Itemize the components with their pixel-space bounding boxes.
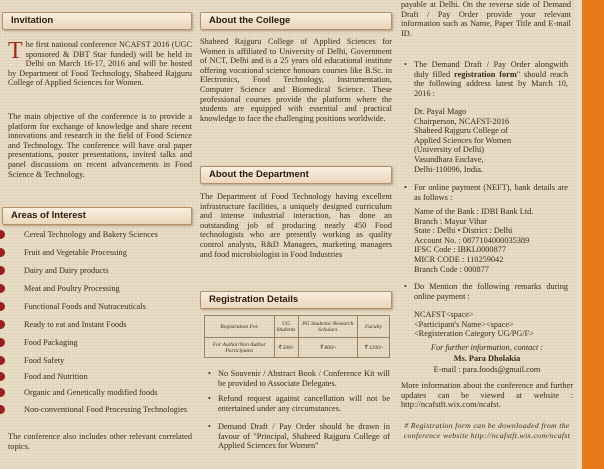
payment-remark: NCAFST<space> <Participant's Name><space> <Registeration Category UG/PG/F>	[414, 310, 534, 339]
table-cell: For Author/Non Author Participants	[205, 338, 275, 358]
table-row	[205, 338, 390, 358]
table-cell: ₹ 500/-	[274, 338, 298, 358]
more-info-text: More information about the conference and further updates can be viewed at website : http://ncafstft.wix.com/ncafst.	[401, 381, 573, 410]
bullet-dot-icon	[0, 372, 5, 381]
contact-name: Ms. Para Dholakia	[453, 354, 521, 363]
neft-intro: • For online payment (NEFT), bank details are as follows :	[404, 183, 568, 202]
college-text: Shaheed Rajguru College of Applied Sciences for Women is affiliated to University of Delhi, Government of NCT, Delhi and is a 25 years old educational institute offering vocational science honours courses like B.Sc. in Electronics, Food Technology, Instrumentation, Computer Science and Biomedical Science. These professional courses provide the platform where the students are equipped with essential and practical knowledge to face the challenging positions worldwide.	[200, 37, 392, 123]
table-header-row	[205, 316, 390, 338]
college-heading: About the College	[200, 12, 392, 30]
decorative-orange-stripe	[576, 0, 604, 469]
bullet-dot-icon	[0, 230, 5, 239]
registration-note-2: • Refund request against cancellation will not be entertained under any circumstances.	[208, 394, 390, 413]
registration-note-1: • No Souvenir / Abstract Book / Conference Kit will be provided to Associate Delegates.	[208, 369, 390, 388]
postal-address: Dr. Payal Mago Chairperson, NCAFST-2016 Shaheed Rajguru College of Applied Sciences for Women (University of Delhi) Vasundhara Enclave, Delhi-110096, India.	[414, 107, 512, 174]
table-header-cell: UG Students	[274, 316, 298, 338]
further-info-label: For further information, contact :	[430, 343, 544, 352]
bullet-dot-icon	[0, 405, 5, 414]
bullet-icon: •	[208, 422, 211, 431]
interests-heading: Areas of Interest	[2, 207, 192, 225]
invitation-para1-text: he first national conference NCAFST 2016 (UGC sponsored & DBT Star funded) will be held in Delhi on March 16-17, 2016 and will be hosted by Department of Food Technology, Shaheed Rajguru College of Applied Sciences for Women.	[8, 40, 192, 88]
table-cell: ₹ 1200/-	[358, 338, 390, 358]
remark-intro: • Do Mention the following remarks during online payment :	[404, 282, 568, 301]
invitation-paragraph-1	[8, 40, 192, 88]
bullet-icon: •	[404, 60, 407, 69]
bank-details: Name of the Bank : IDBI Bank Ltd. Branch : Mayur Vihar State : Delhi • District : Delhi Account No. : 0877104000035389 IFSC Code : IBKL0000877 MICR CODE : 110259042 Branch Code : 000877	[414, 207, 534, 274]
bullet-dot-icon	[0, 248, 5, 257]
table-header-cell: Faculty	[358, 316, 390, 338]
interests-closing: The conference also includes other relevant correlated topics.	[8, 432, 192, 451]
column-left: Invitation The first national conference NCAFST 2016 (UGC sponsored & DBT Star funded) will be held in Delhi on March 16-17, 2016 and will be hosted by Department of Food Technology, Shaheed Rajguru College of Applied Sciences for Women. The main objective of the conference is to provide a platform for exchange of knowledge and share recent innovations and research in the field of Food Science and Technology. The conference will have oral paper presentations, poster presentations, invited talks and panel discussions on recent advancements in Food Science & Technology. Areas of Interest Cereal Technology and Bakery Sciences Fruit and Vegetable Processing Dairy and Dairy products Meat and Poultry Processing Functional Foods and Nutraceuticals Ready to eat and Instant Foods Food Packaging Food Safety Food and Nutrition Organic and Genetically modified foods Non-conventional Food Processing Technologies The conference also includes other relevant correlated topics.	[0, 0, 198, 469]
invitation-paragraph-2: The main objective of the conference is to provide a platform for exchange of knowledge and share recent innovations and research in the field of Food Science and Technology. The conference will have oral paper presentations, poster presentations, invited talks and panel discussions on recent advancements in Food Science & Technology.	[8, 112, 192, 179]
registration-note-3: • Demand Draft / Pay Order should be drawn in favour of "Principal, Shaheed Rajguru College of Applied Sciences for Women"	[208, 422, 390, 451]
download-note: # Registration form can be downloaded from the conference website http://ncafstft.wix.com/ncafst	[403, 421, 571, 440]
table-header-cell: Registration Fee	[205, 316, 275, 338]
department-heading: About the Department	[200, 166, 392, 184]
bullet-dot-icon	[0, 338, 5, 347]
department-text: The Department of Food Technology having excellent infrastructure facilities, a uniquely designed curriculum and intense industrial interaction, has done an outstanding job of producing nearly 450 Food technologists who are presently working as quality control analysts, R&D Managers, marketing managers and food microbiologist in Food Industries	[200, 192, 392, 259]
dd-instructions: • The Demand Draft / Pay Order alongwith duly filled registration form" should reach the following address latest by March 10, 2016 :	[404, 60, 568, 98]
bullet-dot-icon	[0, 284, 5, 293]
bullet-dot-icon	[0, 302, 5, 311]
column-right	[398, 0, 576, 469]
contact-email: E-mail : para.foods@gmail.com	[433, 365, 541, 374]
column-middle	[198, 0, 398, 469]
bullet-dot-icon	[0, 356, 5, 365]
dd-continuation: payable at Delhi. On the reverse side of Demand Draft / Pay Order provide your relevant information such as Name, Paper Title and E-mail ID.	[401, 0, 571, 38]
bullet-icon: •	[404, 282, 407, 291]
table-header-cell: PG Students/ Research Scholars	[298, 316, 358, 338]
table-cell: ₹ 800/-	[298, 338, 358, 358]
invitation-heading: Invitation	[2, 12, 192, 30]
bullet-icon: •	[404, 183, 407, 192]
bullet-dot-icon	[0, 388, 5, 397]
registration-heading: Registration Details	[200, 291, 392, 309]
bullet-dot-icon	[0, 266, 5, 275]
invitation-dropcap: T	[8, 38, 23, 64]
registration-fee-table	[204, 315, 390, 358]
bullet-icon: •	[208, 369, 211, 378]
bullet-dot-icon	[0, 320, 5, 329]
bullet-icon: •	[208, 394, 211, 403]
